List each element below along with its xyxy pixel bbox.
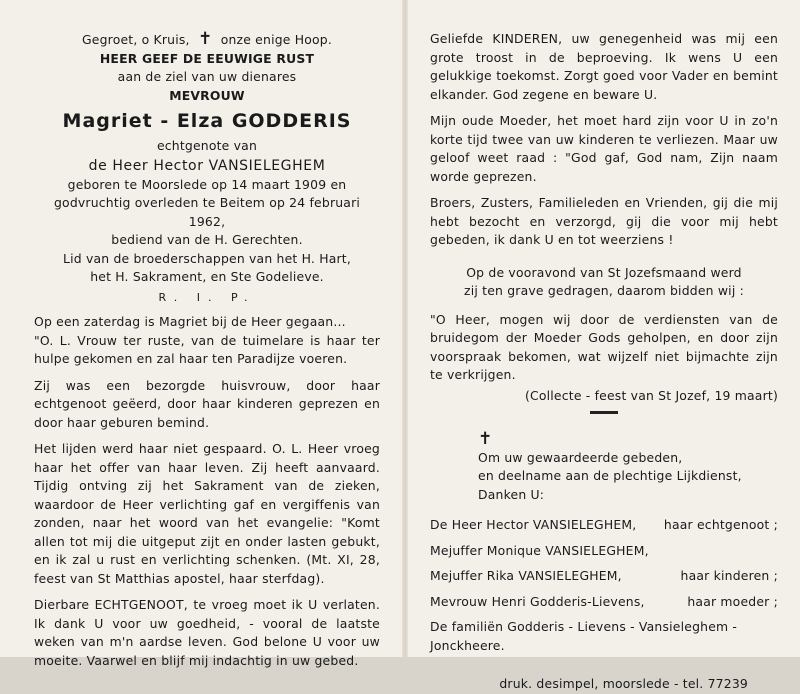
family-paragraph: Broers, Zusters, Familieleden en Vrienden, gij die mij hebt bezocht en verzorgd, gij die voor mij hebt gebeden, ik dank U en tot weerziens ! bbox=[430, 195, 778, 247]
biography: geboren te Moorslede op 14 maart 1909 en godvruchtig overleden te Beitem op 24 februari 1962, bbox=[53, 176, 361, 229]
spouse-name: de Heer Hector VANSIELEGHEM bbox=[88, 157, 326, 174]
family-name: De Heer Hector VANSIELEGHEM, bbox=[430, 517, 637, 532]
family-name: Mejuffer Rika VANSIELEGHEM, bbox=[430, 568, 622, 583]
family-name: Mejuffer Monique VANSIELEGHEM, bbox=[430, 542, 649, 558]
cross-icon: ✝ bbox=[478, 429, 493, 449]
intro-line: aan de ziel van uw dienares bbox=[117, 69, 297, 84]
divider bbox=[590, 411, 618, 414]
mother-paragraph: Mijn oude Moeder, het moet hard zijn voor U in zo'n korte tijd twee van uw kinderen te verliezen. Maar uw geloof weet raad : "God gaf, God nam, Zijn naam worde geprezen. bbox=[430, 113, 778, 184]
greeting-text-b: onze enige Hoop. bbox=[220, 32, 333, 47]
sacrament-line: bediend van de H. Gerechten. bbox=[111, 232, 303, 247]
thanks-block bbox=[430, 430, 778, 504]
right-page bbox=[408, 0, 800, 691]
thanks-line-3: Danken U: bbox=[478, 486, 545, 502]
title-mevrouw: MEVROUW bbox=[169, 87, 245, 103]
family-role: haar moeder ; bbox=[687, 593, 778, 609]
printer-credit: druk. desimpel, moorslede - tel. 77239 bbox=[499, 676, 748, 691]
family-role: haar kinderen ; bbox=[680, 568, 778, 583]
paragraph-2: Zij was een bezorgde huisvrouw, door haar echtgenoot geëerd, door haar kinderen geprezen en door haar geburen bemind. bbox=[34, 377, 380, 430]
paragraph-1 bbox=[34, 313, 380, 369]
burial-line-1: Op de vooravond van St Jozefsmaand werd bbox=[466, 264, 742, 280]
left-page bbox=[0, 0, 400, 668]
paragraph-3: Het lijden werd haar niet gespaard. O. L. Heer vroeg haar het offer van haar leven. Zij heeft aanvaard. Tijdig ontving zij het Sakrament van de zieken, waardoor de Heer verlichting gaf en vergiffenis van zonden, naar het woord van het evangelie: "Komt allen tot mij die uitgeput zijt en onder lasten gebukt, en ik zal u rust en verlichting schenken. (Mt. XI, 28, feest van St Matthias apostel, haar sterfdag). bbox=[34, 441, 380, 586]
burial-line-2: zij ten grave gedragen, daarom bidden wij : bbox=[464, 283, 744, 298]
list-item bbox=[430, 567, 778, 586]
families-line: De familiën Godderis - Lievens - Vansieleghem - Jonckheere. bbox=[430, 619, 738, 653]
list-item bbox=[430, 516, 778, 535]
family-role: haar echtgenoot ; bbox=[663, 517, 778, 532]
brotherhood-line-2: het H. Sakrament, en Ste Godelieve. bbox=[90, 269, 324, 284]
cross-icon: ✝ bbox=[197, 29, 213, 49]
eternal-rest-line: HEER GEEF DE EEUWIGE RUST bbox=[99, 50, 315, 66]
collecte: (Collecte - feest van St Jozef, 19 maart) bbox=[524, 387, 778, 403]
deceased-name: Magriet - Elza GODDERIS bbox=[62, 110, 352, 132]
list-item bbox=[430, 542, 778, 561]
paragraph-1a: Op een zaterdag is Magriet bij de Heer gegaan... bbox=[34, 314, 346, 329]
spouse-label: echtgenote van bbox=[156, 138, 258, 153]
greeting-text-a: Gegroet, o Kruis, bbox=[81, 32, 190, 47]
family-name: Mevrouw Henri Godderis-Lievens, bbox=[430, 593, 645, 609]
brotherhood-line: Lid van de broederschappen van het H. Hart, bbox=[63, 250, 351, 266]
paragraph-1b: "O. L. Vrouw ter ruste, van de tuimelare is haar ter hulpe gekomen en zal haar ten Paradijze voeren. bbox=[34, 332, 380, 366]
greeting-line bbox=[34, 30, 380, 50]
rip: R. I. P. bbox=[158, 290, 256, 304]
thanks-line-2: en deelname aan de plechtige Lijkdienst, bbox=[478, 468, 742, 483]
family-list bbox=[430, 516, 778, 655]
paragraph-4: Dierbare ECHTGENOOT, te vroeg moet ik U verlaten. Ik dank U voor uw goedheid, - vooral de laatste weken van m'n aardse leven. God belone U voor uw moeite. Vaarwel en blijf mij indachtig in uw gebed. bbox=[34, 597, 380, 668]
thanks-line-1: Om uw gewaardeerde gebeden, bbox=[478, 449, 683, 465]
prayer: "O Heer, mogen wij door de verdiensten van de bruidegom der Moeder Gods geholpen, en door zijn voorspraak bekomen, wat wijzelf niet bijmachte zijn te verkrijgen. bbox=[430, 311, 778, 382]
children-paragraph: Geliefde KINDEREN, uw genegenheid was mij een grote troost in de beproeving. Ik wens U een gelukkige toekomst. Zorgt goed voor Vader en bemint elkander. God zegene en beware U. bbox=[430, 31, 778, 102]
list-item bbox=[430, 593, 778, 612]
